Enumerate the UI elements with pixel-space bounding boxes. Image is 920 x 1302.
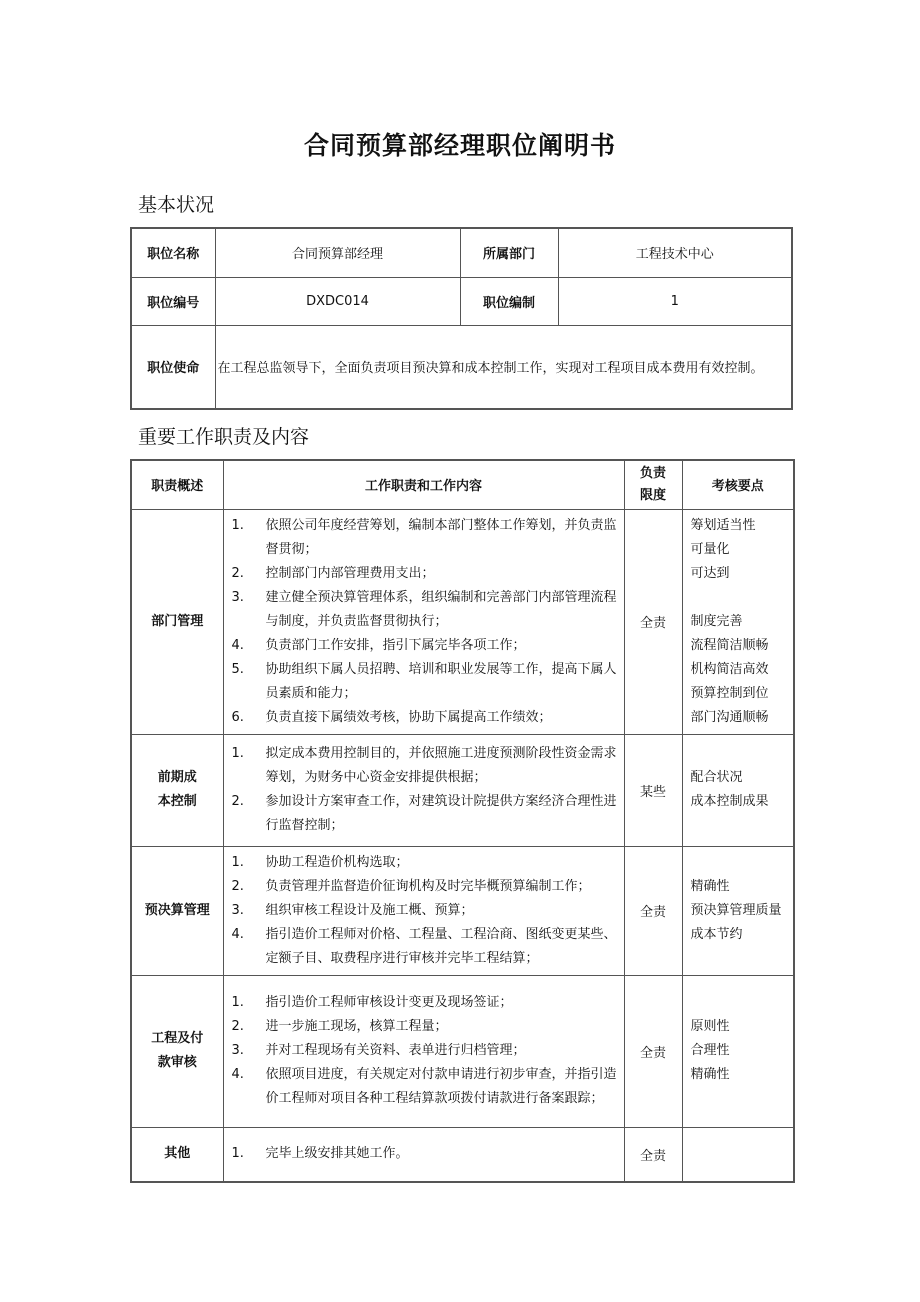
duty-item-number: 2. [231, 565, 244, 581]
duty-item-text: 依照项目进度，有关规定对付款申请进行初步审查，并指引造价工程师对项目各种工程结算款项拨付请款进行备案跟踪； [265, 1067, 617, 1106]
duty-item [232, 1039, 618, 1063]
duty-item [232, 875, 618, 899]
basic-row-code [131, 277, 792, 325]
duty-row [131, 846, 794, 975]
assessment-point: 成本控制成果 [690, 794, 769, 809]
duty-item [232, 706, 618, 730]
header-scope-line1: 负责 [639, 465, 666, 481]
section-heading-basic: 基本状况 [138, 194, 215, 216]
duty-list [232, 991, 618, 1111]
duty-item-number: 1. [231, 517, 244, 533]
assessment-point [691, 586, 786, 610]
duty-item-number: 1. [231, 854, 244, 870]
duty-assessment [682, 846, 794, 975]
duty-item-text: 负责管理并监督造价征询机构及时完毕概预算编制工作； [265, 878, 591, 894]
duty-item-number: 1. [231, 995, 244, 1010]
assessment-point: 合理性 [690, 1043, 730, 1058]
page-title: 合同预算部经理职位阐明书 [303, 131, 616, 160]
duty-item-number: 1. [231, 1146, 244, 1162]
assessment-point: 预算控制到位 [690, 685, 769, 701]
duty-item-text: 负责直接下属绩效考核，协助下属提高工作绩效； [265, 709, 552, 725]
assessment-point: 可达到 [690, 565, 730, 581]
duty-item-number: 2. [231, 878, 244, 894]
duty-item-number: 2. [231, 794, 244, 809]
assessment-point: 精确性 [690, 878, 730, 894]
header-overview: 职责概述 [131, 460, 223, 509]
duty-category [131, 846, 223, 975]
duty-item-text: 负责部门工作安排，指引下属完毕各项工作； [265, 637, 526, 653]
duty-category-line: 款审核 [157, 1055, 197, 1070]
duty-list [232, 1142, 618, 1166]
duty-row [131, 734, 794, 846]
duty-category [131, 509, 223, 734]
duty-scope: 某些 [624, 734, 682, 846]
duty-item-text: 并对工程现场有关资料、表单进行归档管理； [265, 1043, 526, 1058]
assessment-point: 筹划适当性 [690, 517, 756, 533]
assessment-point: 成本节约 [690, 926, 743, 942]
duty-category [131, 734, 223, 846]
duty-category-line: 前期成 [157, 770, 197, 785]
duty-row [131, 975, 794, 1127]
basic-info-table [130, 227, 793, 410]
duty-assessment [682, 1127, 794, 1182]
duty-item [232, 1015, 618, 1039]
duty-item-text: 进一步施工现场，核算工程量； [265, 1019, 448, 1034]
duty-item [232, 851, 618, 875]
duty-category-line: 工程及付 [151, 1031, 204, 1046]
basic-row-mission [131, 325, 792, 409]
duty-content [223, 975, 624, 1127]
duty-assessment [682, 975, 794, 1127]
duty-item-number: 2. [231, 1019, 244, 1034]
mission-value: 在工程总监领导下，全面负责项目预决算和成本控制工作，实现对工程项目成本费用有效控制。 [215, 325, 792, 409]
duty-item [232, 923, 618, 971]
assessment-point: 流程简洁顺畅 [690, 637, 769, 653]
duty-item-text: 指引造价工程师对价格、工程量、工程洽商、图纸变更某些、定额子目、取费程序进行审核并完毕工程结算； [265, 926, 617, 966]
position-code-label: 职位编号 [131, 277, 215, 325]
duty-item-number: 3. [231, 902, 244, 918]
assessment-point: 精确性 [690, 1067, 730, 1082]
duty-item-number: 4. [231, 926, 244, 942]
duty-category [131, 1127, 223, 1182]
assessment-point: 部门沟通顺畅 [690, 709, 769, 725]
duties-header-row [131, 460, 794, 509]
duty-content [223, 1127, 624, 1182]
department-label: 所属部门 [460, 228, 558, 277]
duty-item [232, 991, 618, 1015]
duty-item-number: 3. [231, 589, 244, 605]
duty-item-number: 5. [231, 661, 244, 677]
duty-item [232, 742, 618, 790]
duty-item-number: 4. [231, 637, 244, 653]
duty-item-text: 协助组织下属人员招聘、培训和职业发展等工作，提高下属人员素质和能力； [265, 661, 617, 701]
duty-scope: 全责 [624, 846, 682, 975]
assessment-point: 配合状况 [690, 770, 743, 785]
duty-item [232, 899, 618, 923]
header-assessment: 考核要点 [682, 460, 794, 509]
duty-item-text: 参加设计方案审查工作，对建筑设计院提供方案经济合理性进行监督控制； [265, 794, 617, 833]
duty-scope: 全责 [624, 509, 682, 734]
assessment-point: 原则性 [690, 1019, 730, 1034]
position-name-value: 合同预算部经理 [215, 228, 460, 277]
duty-list [232, 742, 618, 838]
duty-list [232, 851, 618, 971]
duty-item-text: 建立健全预决算管理体系，组织编制和完善部门内部管理流程与制度，并负责监督贯彻执行； [265, 589, 617, 629]
duty-item [232, 1063, 618, 1111]
header-scope [624, 460, 682, 509]
duty-category-line: 其他 [164, 1146, 191, 1162]
duty-item [232, 514, 618, 562]
duty-item-text: 依照公司年度经营筹划，编制本部门整体工作筹划，并负责监督贯彻； [265, 517, 617, 557]
assessment-point: 预决算管理质量 [690, 902, 782, 918]
duty-category [131, 975, 223, 1127]
position-name-label: 职位名称 [131, 228, 215, 277]
duty-item-text: 拟定成本费用控制目的，并依照施工进度预测阶段性资金需求筹划，为财务中心资金安排提供根据； [265, 746, 617, 785]
duty-row [131, 509, 794, 734]
basic-row-name [131, 228, 792, 277]
duty-item-number: 4. [231, 1067, 244, 1082]
duty-item-text: 组织审核工程设计及施工概、预算； [265, 902, 474, 918]
assessment-point: 制度完善 [690, 613, 743, 629]
duties-table [130, 459, 795, 1183]
duty-scope: 全责 [624, 1127, 682, 1182]
duty-item [232, 586, 618, 634]
duty-item-number: 6. [231, 709, 244, 725]
section-heading-duties: 重要工作职责及内容 [138, 426, 310, 448]
headcount-value: 1 [558, 277, 792, 325]
duty-scope: 全责 [624, 975, 682, 1127]
duty-item-text: 协助工程造价机构选取； [265, 854, 409, 870]
duty-item [232, 658, 618, 706]
duty-item-text: 控制部门内部管理费用支出； [265, 565, 435, 581]
duty-content [223, 734, 624, 846]
department-value: 工程技术中心 [558, 228, 792, 277]
duty-category-line: 预决算管理 [144, 902, 210, 918]
header-content: 工作职责和工作内容 [223, 460, 624, 509]
duty-item-text: 指引造价工程师审核设计变更及现场签证； [265, 995, 513, 1010]
duty-category-line: 部门管理 [151, 613, 204, 629]
duty-item-number: 3. [231, 1043, 244, 1058]
mission-label: 职位使命 [131, 325, 215, 409]
assessment-point: 机构简洁高效 [690, 661, 769, 677]
assessment-point: 可量化 [690, 541, 730, 557]
headcount-label: 职位编制 [460, 277, 558, 325]
duty-content [223, 846, 624, 975]
duty-item-number: 1. [231, 746, 244, 761]
duty-item [232, 1142, 618, 1166]
duty-item [232, 634, 618, 658]
duty-category-line: 本控制 [157, 794, 197, 809]
header-scope-line2: 限度 [639, 487, 666, 503]
duty-item [232, 790, 618, 838]
duty-assessment [682, 509, 794, 734]
duty-assessment [682, 734, 794, 846]
duty-item-text: 完毕上级安排其她工作。 [265, 1146, 409, 1162]
position-code-value: DXDC014 [215, 277, 460, 325]
duty-content [223, 509, 624, 734]
duty-item [232, 562, 618, 586]
duty-list [232, 514, 618, 730]
duty-row [131, 1127, 794, 1182]
